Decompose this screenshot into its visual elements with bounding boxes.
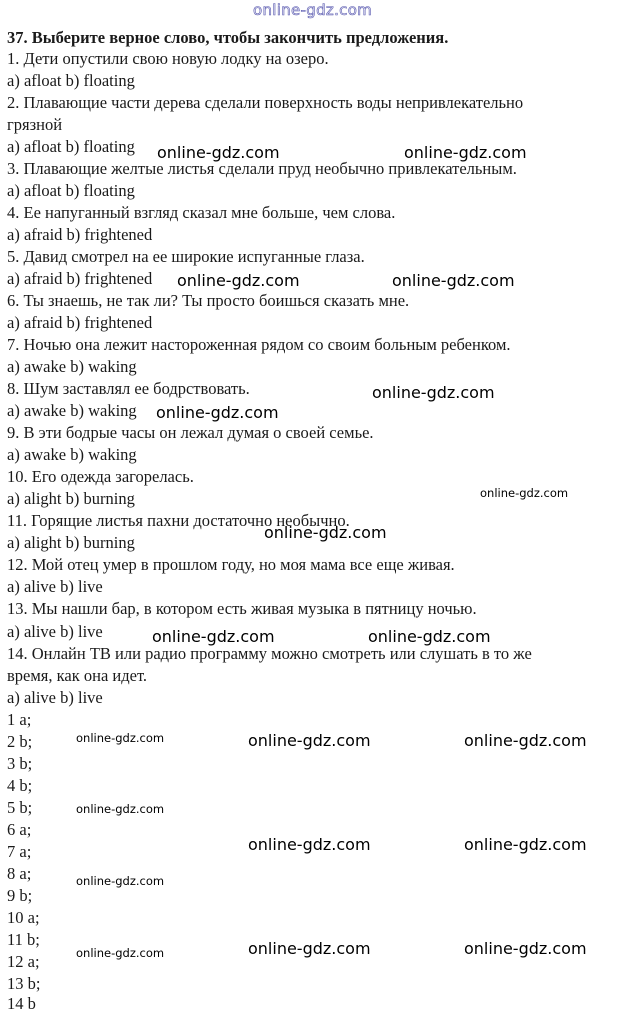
options-14: a) alive b) live — [7, 688, 103, 707]
options-11: a) alight b) burning — [7, 533, 135, 552]
watermark: online-gdz.com — [464, 731, 587, 750]
options-4: a) afraid b) frightened — [7, 225, 153, 244]
watermark: online-gdz.com — [464, 835, 587, 854]
options-6: a) afraid b) frightened — [7, 313, 153, 332]
watermark: online-gdz.com — [76, 802, 165, 816]
options-12: a) alive b) live — [7, 577, 103, 596]
answer-14: 14 b — [7, 994, 36, 1013]
watermark: online-gdz.com — [368, 627, 491, 646]
answer-11: 11 b; — [7, 930, 40, 949]
answer-2: 2 b; — [7, 732, 33, 751]
answer-3: 3 b; — [7, 754, 33, 773]
sentence-1: 1. Дети опустили свою новую лодку на озеро. — [7, 49, 329, 68]
options-7: a) awake b) waking — [7, 357, 137, 376]
watermark: online-gdz.com — [156, 403, 279, 422]
sentence-12: 12. Мой отец умер в прошлом году, но моя мама все еще живая. — [7, 555, 455, 574]
watermark: online-gdz.com — [177, 271, 300, 290]
options-3: a) afloat b) floating — [7, 181, 135, 200]
watermark: online-gdz.com — [157, 143, 280, 162]
options-10: a) alight b) burning — [7, 489, 135, 508]
options-2: a) afloat b) floating — [7, 137, 135, 156]
watermark: online-gdz.com — [76, 946, 165, 960]
sentence-13: 13. Мы нашли бар, в котором есть живая музыка в пятницу ночью. — [7, 599, 477, 618]
exercise-title: 37. Выберите верное слово, чтобы закончить предложения. — [7, 28, 449, 47]
watermark: online-gdz.com — [372, 383, 495, 402]
watermark: online-gdz.com — [264, 523, 387, 542]
answer-12: 12 a; — [7, 952, 40, 971]
answer-9: 9 b; — [7, 886, 33, 905]
watermark: online-gdz.com — [248, 939, 371, 958]
sentence-2: 2. Плавающие части дерева сделали поверхность воды непривлекательно — [7, 93, 524, 112]
answer-7: 7 a; — [7, 842, 32, 861]
options-5: a) afraid b) frightened — [7, 269, 153, 288]
answer-4: 4 b; — [7, 776, 33, 795]
sentence-11: 11. Горящие листья пахни достаточно необычно. — [7, 511, 350, 530]
answer-1: 1 a; — [7, 710, 32, 729]
watermark: online-gdz.com — [248, 731, 371, 750]
watermark-top: online-gdz.com — [253, 1, 373, 19]
sentence-10: 10. Его одежда загорелась. — [7, 467, 194, 486]
options-1: a) afloat b) floating — [7, 71, 135, 90]
options-9: a) awake b) waking — [7, 445, 137, 464]
sentence-14-cont: время, как она идет. — [7, 666, 148, 685]
answer-5: 5 b; — [7, 798, 33, 817]
answer-13: 13 b; — [7, 974, 41, 993]
answer-6: 6 a; — [7, 820, 32, 839]
sentence-14: 14. Онлайн ТВ или радио программу можно смотреть или слушать в то же — [7, 644, 532, 663]
watermark: online-gdz.com — [480, 486, 569, 500]
watermark: online-gdz.com — [76, 874, 165, 888]
sentence-5: 5. Давид смотрел на ее широкие испуганные глаза. — [7, 247, 365, 266]
watermark: online-gdz.com — [76, 731, 165, 745]
watermark: online-gdz.com — [248, 835, 371, 854]
sentence-9: 9. В эти бодрые часы он лежал думая о своей семье. — [7, 423, 374, 442]
sentence-2-cont: грязной — [7, 115, 63, 134]
options-8: a) awake b) waking — [7, 401, 137, 420]
sentence-3: 3. Плавающие желтые листья сделали пруд необычно привлекательным. — [7, 159, 517, 178]
watermark: online-gdz.com — [464, 939, 587, 958]
watermark: online-gdz.com — [392, 271, 515, 290]
answer-8: 8 a; — [7, 864, 32, 883]
sentence-8: 8. Шум заставлял ее бодрствовать. — [7, 379, 250, 398]
sentence-7: 7. Ночью она лежит настороженная рядом со своим больным ребенком. — [7, 335, 511, 354]
sentence-6: 6. Ты знаешь, не так ли? Ты просто боишься сказать мне. — [7, 291, 410, 310]
options-13: a) alive b) live — [7, 622, 103, 641]
sentence-4: 4. Ее напуганный взгляд сказал мне больше, чем слова. — [7, 203, 396, 222]
watermark: online-gdz.com — [152, 627, 275, 646]
answer-10: 10 a; — [7, 908, 40, 927]
watermark: online-gdz.com — [404, 143, 527, 162]
